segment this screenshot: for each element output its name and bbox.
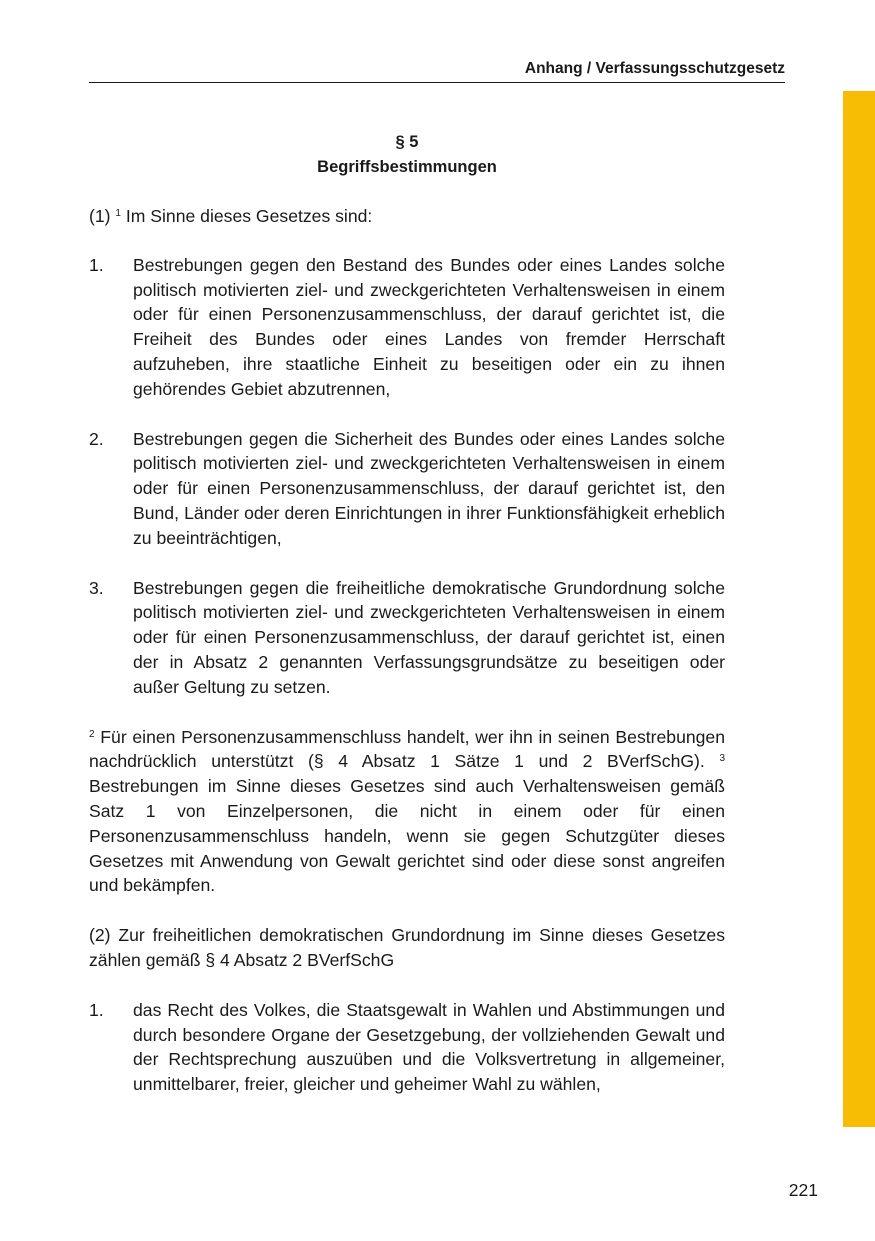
- sentence-number-3: 3: [719, 753, 725, 765]
- list-item-text: Bestrebungen gegen die freiheitliche demokratische Grundordnung solche politisch motivierten ziel- und zweckgerichteten Verhaltensweisen in einem oder für einen Personenzusammenschluss, der darauf gerichtet ist, einen der in Absatz 2 genannten Verfassungsgrundsätze zu beseitigen oder außer Geltung zu setzen.: [133, 577, 725, 697]
- section-title: Begriffsbestimmungen: [317, 158, 497, 176]
- para1-label: (1): [89, 206, 111, 226]
- list-item-number: 1.: [89, 999, 104, 1020]
- list-item-number: 2.: [89, 428, 104, 449]
- running-header: Anhang / Verfassungsschutzgesetz: [524, 60, 785, 77]
- list-item-text: das Recht des Volkes, die Staatsgewalt in Wahlen und Abstimmungen und durch besondere Organe der Gesetzgebung, der vollziehenden Gewalt und der Rechtsprechung auszuüben und die Volksvertretung in allgemeiner, unmittelbarer, freier, gleicher und geheimer Wahl zu wählen,: [133, 999, 725, 1095]
- list-item: [89, 576, 725, 700]
- sentence-2: Für einen Personenzusammenschluss handelt, wer ihn in seinen Bestrebungen nachdrücklich unterstützt (§ 4 Absatz 1 Sätze 1 und 2 BVerfSchG).: [89, 726, 725, 772]
- list-item-number: 1.: [89, 254, 104, 275]
- para1-intro-text: Im Sinne dieses Gesetzes sind:: [125, 206, 373, 226]
- list-item-text: Bestrebungen gegen die Sicherheit des Bundes oder eines Landes solche politisch motivierten ziel- und zweckgerichteten Verhaltensweisen in einem oder für einen Personenzusammenschluss, der darauf gerichtet ist, den Bund, Länder oder deren Einrichtungen in ihrer Funktionsfähigkeit erheblich zu beeinträchtigen,: [133, 428, 725, 548]
- list-item: [89, 427, 725, 551]
- para1-continuation: [89, 725, 725, 899]
- section-number: § 5: [395, 133, 419, 151]
- chapter-tab-bar: [843, 91, 875, 1127]
- sentence-3: Bestrebungen im Sinne dieses Gesetzes sind auch Verhaltensweisen gemäß Satz 1 von Einzelpersonen, die nicht in einem oder für einen Personenzusammenschluss handeln, wenn sie gegen Schutzgüter dieses Gesetzes mit Anwendung von Gewalt gerichtet sind oder diese sonst angreifen und bekämpfen.: [89, 776, 725, 896]
- page-content: [89, 130, 725, 1097]
- header-rule: [89, 82, 785, 83]
- list-item: [89, 998, 725, 1097]
- para2-intro: (2) Zur freiheitlichen demokratischen Grundordnung im Sinne dieses Gesetzes zählen gemäß § 4 Absatz 2 BVerfSchG: [89, 925, 725, 970]
- list-item-text: Bestrebungen gegen den Bestand des Bundes oder eines Landes solche politisch motivierten ziel- und zweckgerichteten Verhaltensweisen in einem oder für einen Personenzusammenschluss, der darauf gerichtet ist, die Freiheit des Bundes oder eines Landes von fremder Herrschaft aufzuheben, ihre staatliche Einheit zu beseitigen oder ein zu ihnen gehörendes Gebiet abzutrennen,: [133, 254, 725, 399]
- para1-intro: [89, 204, 725, 229]
- sentence-number-1: 1: [115, 208, 121, 219]
- list-item: [89, 253, 725, 402]
- sentence-number-2: 2: [89, 728, 95, 740]
- page-number: 221: [788, 1180, 818, 1200]
- list-item-number: 3.: [89, 577, 104, 598]
